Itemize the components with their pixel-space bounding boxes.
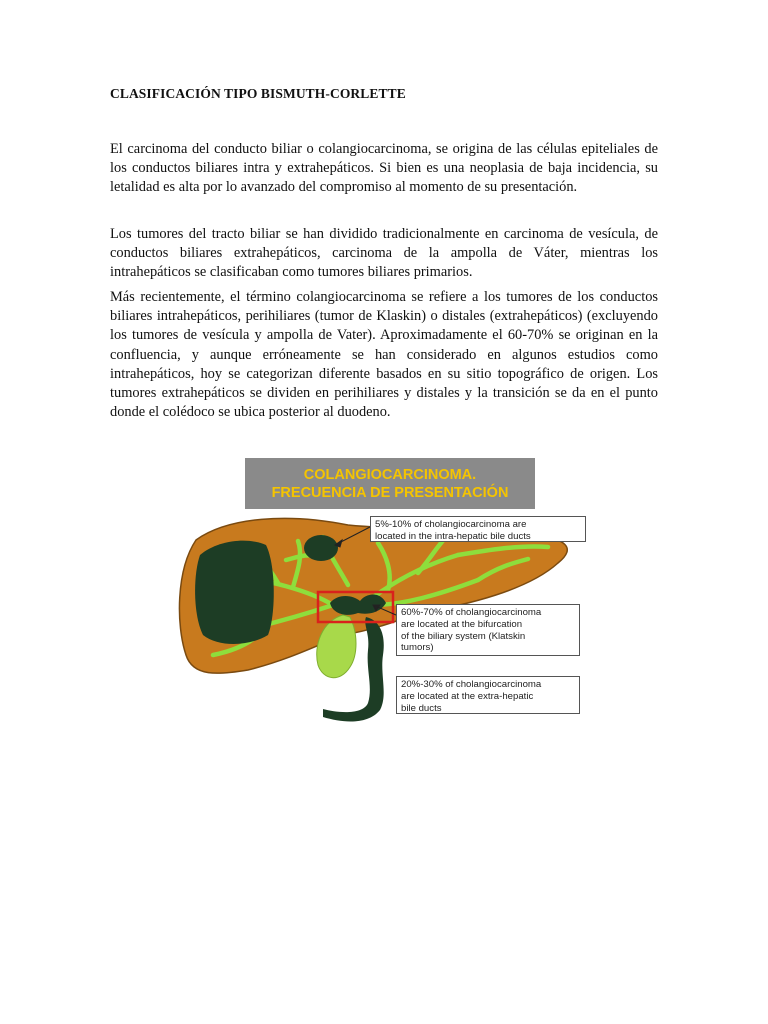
paragraph-2: Los tumores del tracto biliar se han dividido tradicionalmente en carcinoma de vesícula, de conductos biliares extrahepáticos, carcinoma de la ampolla de Váter, mientras los intrahepáticos se clasificaban como tumores biliares primarios. — [110, 226, 658, 281]
figure-title-line-2: FRECUENCIA DE PRESENTACIÓN — [271, 484, 509, 501]
callout-extrahepatic-line-2: are located at the extra-hepatic — [401, 690, 534, 702]
callout-bifurcation-line-2: are located at the bifurcation — [401, 618, 523, 630]
paragraph-1: El carcinoma del conducto biliar o colangiocarcinoma, se origina de las células epiteliales de los conductos biliares intra y extrahepáticos. Si bien es una neoplasia de baja incidencia, su letalidad es alta por lo avanzado del compromiso al momento de su presentación. — [110, 141, 658, 196]
intrahepatic-tumor-large — [195, 541, 274, 644]
callout-extrahepatic — [396, 676, 580, 714]
callout-bifurcation-line-1: 60%-70% of cholangiocarcinoma — [401, 607, 542, 618]
callout-extrahepatic-line-3: bile ducts — [401, 702, 442, 714]
callout-bifurcation-line-3: of the biliary system (Klatskin — [401, 630, 526, 642]
paragraph-3: Más recientemente, el término colangiocarcinoma se refiere a los tumores de los conductos biliares intrahepáticos, perihiliares (tumor de Klaskin) o distales (extrahepáticos) (excluyendo los tumores de vesícula y ampolla de Vater). Aproximadamente el 60-70% se originan en la confluencia, y aunque erróneamente se han considerado en algunos estudios como intrahepáticos, hoy se categorizan diferente basados en su sitio topográfico de origen. Los tumores extrahepáticos se dividen en perihiliares y distales y la transición se da en el punto donde el colédoco se ubica posterior al duodeno. — [110, 289, 658, 421]
callout-extrahepatic-line-1: 20%-30% of cholangiocarcinoma — [401, 679, 542, 690]
callout-bifurcation — [396, 604, 580, 656]
figure-title — [245, 458, 535, 509]
callout-intrahepatic-line-1: 5%-10% of cholangiocarcinoma are — [375, 519, 527, 530]
figure-title-line-1: COLANGIOCARCINOMA. — [303, 466, 477, 483]
callout-bifurcation-line-4: tumors) — [401, 642, 434, 654]
callout-intrahepatic — [370, 516, 586, 542]
document-heading: CLASIFICACIÓN TIPO BISMUTH-CORLETTE — [110, 86, 406, 101]
intrahepatic-tumor-small — [304, 535, 338, 561]
callout-intrahepatic-line-2: located in the intra-hepatic bile ducts — [375, 530, 531, 542]
